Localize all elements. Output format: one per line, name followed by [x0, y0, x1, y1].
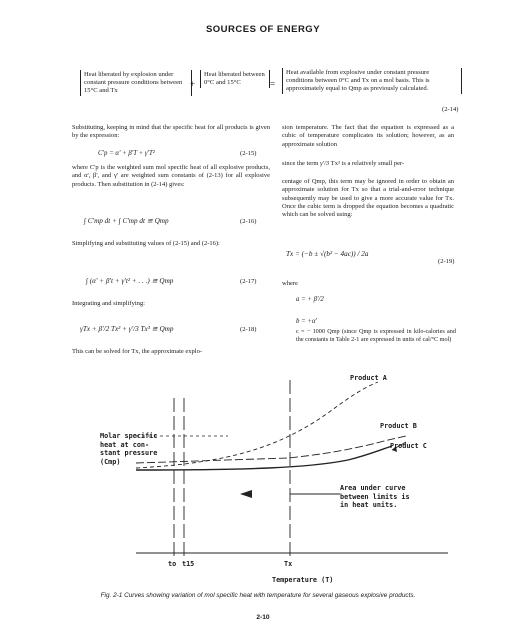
product-b-label: Product B [380, 422, 417, 430]
area-note-line-1: Area under curve [340, 484, 406, 492]
right-paragraph-1: sion temperature. The fact that the equation is expressed as a cubic of temperature complicates its solution; however, as an approximate solution [282, 124, 454, 148]
definition-a: a = + β'/2 [296, 296, 324, 303]
y-axis-label-line-2: heat at con- [100, 440, 150, 449]
document-page [28, 18, 498, 621]
right-paragraph-2b: Tx³ is a relatively small per- [330, 160, 405, 167]
eq-2-14-box-2: Heat liberated between 0°C and 15°C [200, 70, 270, 88]
right-paragraph-2-fraction: γ'/3 [320, 160, 330, 167]
eq-2-14-number: (2-14) [442, 106, 459, 113]
eq-2-14-box-3: Heat available from explosive under constant pressure conditions between 0°C and Tx on a mol basis. This is approximately equal to Qmp as previously calculated. [282, 68, 462, 94]
x-tick-t0: to [168, 560, 177, 568]
equation-2-19-number: (2-19) [438, 258, 455, 265]
product-c-label: Product C [390, 442, 427, 450]
x-tick-tx: Tx [284, 560, 293, 568]
equation-2-19: Tx = (−b ± √(b² − 4ac)) / 2a [286, 250, 369, 258]
y-axis-label-line-4: (Cmp) [100, 457, 121, 466]
page-number: 2-10 [256, 614, 270, 621]
equation-2-15-number: (2-15) [240, 150, 257, 157]
y-axis-label [100, 432, 157, 466]
area-note-line-2: between limits is [340, 492, 410, 501]
equation-2-15: C'p = α' + β'T + γ'T² [98, 150, 155, 157]
area-arrowhead [240, 490, 252, 498]
x-axis-label: Temperature (T) [272, 576, 334, 584]
equation-2-18-number: (2-18) [240, 326, 257, 333]
left-paragraph-3: Simplifying and substituting values of (2-15) and (2-16): [72, 240, 220, 247]
figure-2-1-diagram [28, 18, 498, 618]
eq-2-14-box-1: Heat liberated by explosion under constant pressure conditions between 15°C and Tx [80, 70, 192, 96]
product-a-label: Product A [350, 374, 387, 382]
definition-b: b = +α' [296, 318, 317, 325]
figure-caption: Fig. 2-1 Curves showing variation of mol specific heat with temperature for several gaseous explosive products. [100, 592, 416, 599]
right-paragraph-2a: since the term [282, 160, 319, 167]
equation-2-16-number: (2-16) [240, 218, 257, 225]
y-axis-label-line-3: stant pressure [100, 449, 158, 457]
area-note [340, 484, 410, 510]
equation-2-16: ∫ C'mp dt + ∫ C'mp dt ≅ Qmp [84, 217, 169, 225]
left-paragraph-2: where C'p is the weighted sum mol specific heat of all explosive products, and α', β', and γ' are weighted sum constants of (2-13) for all explosive products. Then substitution in (2-14) gives: [72, 164, 270, 188]
equation-2-18: γTx + β'/2 Tx² + γ'/3 Tx³ ≅ Qmp [80, 325, 174, 333]
left-paragraph-1: Substituting, keeping in mind that the specific heat for all products is given by the expression: [72, 124, 270, 140]
x-tick-t15: t15 [182, 560, 195, 568]
equation-2-17-number: (2-17) [240, 278, 257, 285]
definition-c: c = − 1000 Qmp (since Qmp is expressed in kilo-calories and the constants in Table 2-1 are expressed in units of cal/°C mol) [296, 328, 456, 343]
where-label: where [282, 280, 298, 287]
y-axis-label-line-1: Molar specific [100, 432, 158, 440]
area-note-line-3: in heat units. [340, 501, 398, 509]
left-paragraph-4: Integrating and simplifying: [72, 300, 145, 307]
product-b-curve [136, 436, 406, 463]
left-paragraph-5: This can be solved for Tx, the approximate explo- [72, 348, 203, 355]
eq-2-14-equals: = [270, 79, 276, 89]
right-paragraph-3: centage of Qmp, this term may be ignored in order to obtain an approximate solution for Tx so that a trial-and-error technique subsequently may be used to give a more accurate value for Tx. Once the cubic term is dropped the equation becomes a quadratic which can be solved using: [282, 178, 454, 219]
equation-2-17: ∫ (α' + β't + γ't² + . . .) ≅ Qmp [86, 277, 174, 285]
eq-2-14-plus: + [190, 79, 196, 89]
product-a-curve [136, 382, 378, 468]
page-header: SOURCES OF ENERGY [205, 24, 321, 35]
